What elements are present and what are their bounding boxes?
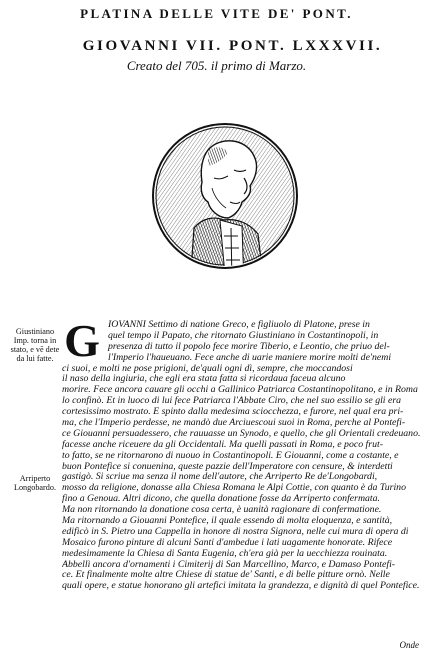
running-head: PLATINA DELLE VITE DE' PONT. — [80, 6, 353, 21]
text-line: presenza di tutto il popolo fece morire Tiberio, e Leontio, che priuo del- — [108, 341, 390, 352]
text-line: edificò in S. Pietro una Cappella in honore di nostra Signora, nelle cui mura di opera di — [62, 526, 409, 537]
chapter-subtitle: Creato del 705. il primo di Marzo. — [126, 58, 307, 73]
text-line: Ma non ritornando la donatione cosa certa, è uanità ragionare di confermatione. — [62, 505, 382, 516]
catchword: Onde — [399, 640, 419, 650]
text-line: buon Pontefice si conuenina, queste pazzie dell'Imperatore con censure, & interdetti — [62, 461, 393, 472]
text-line: Ma ritornando a Giouanni Pontefice, il quale essendo di molta eloquenza, e santità, — [62, 516, 393, 527]
text-line: morire. Fece ancora cauare gli occhi a Gallinico Patriarca Costantinopolitano, e in Roma — [62, 385, 418, 396]
text-line: ce Giouanni persuadessero, che rauuasse un Synodo, e quello, che gli Orientali credeuano. — [62, 428, 421, 439]
text-line: IOVANNI Settimo di natione Greco, e figliuolo di Platone, prese in — [108, 320, 370, 330]
text-line: Mosaico furono pinture di alcuni Santi d'ambedue i lati uagamente honorate. Rifece — [62, 537, 393, 548]
text-line: mosso da religione, donasse alla Chiesa Romana le Alpi Cottie, con quanto è da Turino — [62, 483, 406, 494]
text-line: Abbellì ancora d'ornamenti i Cimiterij di San Marcellino, Marco, e Damaso Pontefi- — [62, 559, 396, 570]
drop-cap-letter: G — [64, 315, 100, 366]
text-line: lo confinò. Et in luoco di lui fece Patriarca l'Abbate Ciro, che nel suo essilio se gli era — [62, 396, 402, 407]
text-line: ce. Et finalmente molte altre Chiese di statue de' Santi, e di belle pitture ornò. Nelle — [62, 570, 390, 581]
pope-portrait-medallion-icon — [150, 106, 300, 286]
text-line: quali opere, e statue honorano gli artefici imitata la grandezza, e dignità di quel Pontefice. — [62, 581, 420, 592]
text-line: facesse anche riceuere da gli Occidentali. Ma quelli passati in Roma, e poco frut- — [62, 439, 383, 450]
main-text — [62, 315, 432, 592]
text-line: gastigò. Si scriue ma senza il nome dell'autore, che Arriperto Re de'Longobardi, — [62, 472, 378, 483]
chapter-title: GIOVANNI VII. PONT. LXXXVII. — [82, 38, 383, 54]
text-line: ci suoi, e molti ne pose prigioni, de'quali ogni dì, sempre, che moccandosi — [62, 363, 353, 374]
text-line: medesimamente la Chiesa di Santa Eugenia, ch'era già per la uecchiezza rouinata. — [62, 548, 388, 559]
text-line: cortesissimo mostrato. E spinto dalla medesima sciocchezza, e furore, nel qual era pri- — [62, 407, 404, 418]
text-line: to fatto, se ne ritornarono di nuouo in Costantinopoli. E Giouanni, come a costante, e — [62, 450, 399, 461]
text-line: ma, che l'Imperio perdesse, ne mandò due Arciuescoui suoi in Roma, perche al Pontefi- — [62, 418, 406, 429]
margin-note: Arriperto Longobardo. — [13, 474, 57, 492]
text-line: quel tempo il Papato, che ritornato Giustiniano in Costantinopoli, in — [108, 330, 379, 341]
margin-note: Giustiniano Imp. torna in stato, e vē dete da lui fatte. — [10, 327, 60, 363]
text-line: l'Imperio l'haueuano. Fece anche di uarie maniere morire molti de'nemi — [108, 352, 392, 363]
text-line: il naso della ingiuria, che egli era stata fatta si ricordaua faceua alcuno — [62, 374, 346, 385]
text-line: fino a Genoua. Altri dicono, che quella donatione fosse da Arriperto confermata. — [62, 494, 381, 505]
